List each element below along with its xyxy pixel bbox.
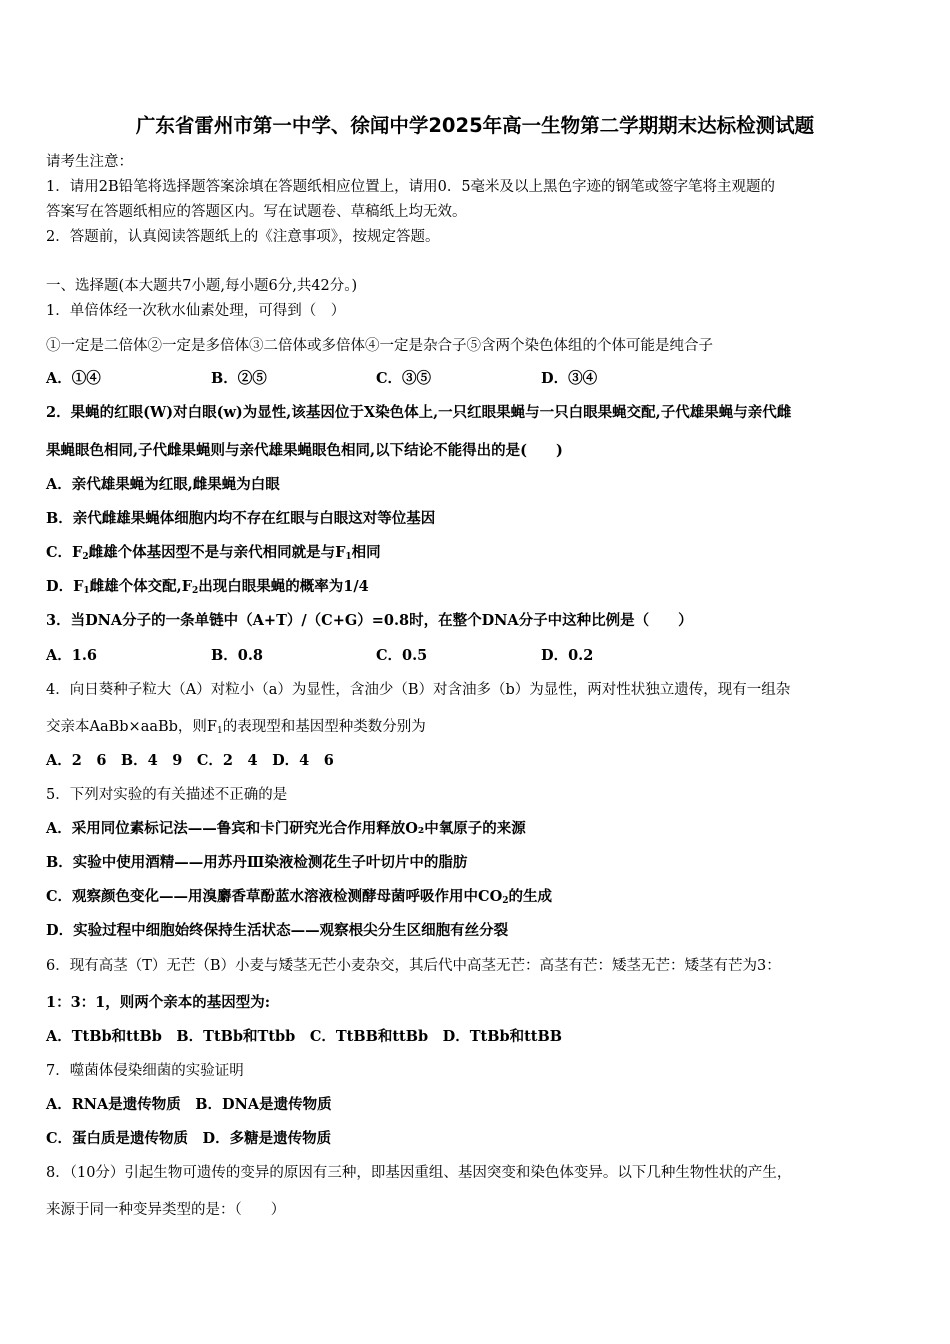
question-3-options (46, 646, 902, 666)
question-5-stem: 5．下列对实验的有关描述不正确的是 (46, 787, 288, 803)
question-3-stem: 3．当DNA分子的一条单链中（A+T）/（C+G）=0.8时，在整个DNA分子中这种比例是（ ） (46, 612, 693, 629)
question-8-stem-b: 来源于同一种变异类型的是：（ ） (46, 1202, 286, 1218)
q1-option-a[interactable]: A．①④ (46, 370, 101, 387)
question-1-options (46, 369, 902, 389)
notice-item-1a: 1．请用2B铅笔将选择题答案涂填在答题纸相应位置上，请用0．5毫米及以上黑色字迹的钢笔或签字笔将主观题的 (46, 179, 776, 195)
q3-option-c[interactable]: C．0.5 (376, 647, 428, 664)
q2-option-b[interactable]: B．亲代雌雄果蝇体细胞内均不存在红眼与白眼这对等位基因 (46, 510, 436, 527)
q5-c-pre: C．观察颜色变化——用溴麝香草酚蓝水溶液检测酵母菌呼吸作用中CO (46, 888, 503, 905)
q2-c-post: 雌雄个体基因型不是与亲代相同就是与F (88, 544, 346, 561)
q2-option-d[interactable] (46, 577, 902, 597)
question-6-stem-b: 1：3：1，则两个亲本的基因型为: (46, 994, 271, 1011)
question-4-stem-a: 4．向日葵种子粒大（A）对粒小（a）为显性，含油少（B）对含油多（b）为显性，两对性状独立遗传，现有一组杂 (46, 682, 791, 698)
q6-options[interactable]: A．TtBb和ttBb B．TtBb和Ttbb C．TtBB和ttBb D．TtBb和ttBB (46, 1028, 563, 1045)
q5-c-post: 的生成 (508, 888, 552, 905)
page-title: 广东省雷州市第一中学、徐闻中学2025年高一生物第二学期期末达标检测试题 (135, 114, 815, 137)
q5-option-c[interactable] (46, 887, 902, 907)
question-8-stem-a: 8．（10分）引起生物可遗传的变异的原因有三种，即基因重组、基因突变和染色体变异。以下几种生物性状的产生， (46, 1165, 792, 1181)
question-6-stem-a: 6．现有高茎（T）无芒（B）小麦与矮茎无芒小麦杂交，其后代中高茎无芒：高茎有芒：矮茎无芒：矮茎有芒为3： (46, 958, 781, 974)
q1-option-b[interactable]: B．②⑤ (211, 370, 267, 387)
q2-d-sub: 1 (83, 586, 90, 596)
q2-c-sub2: 1 (345, 552, 352, 562)
question-2-stem-a: 2．果蝇的红眼(W)对白眼(w)为显性,该基因位于X染色体上,一只红眼果蝇与一只白眼果蝇交配,子代雄果蝇与亲代雌 (46, 404, 792, 421)
q3-option-d[interactable]: D．0.2 (541, 647, 594, 664)
notice-item-2: 2．答题前，认真阅读答题纸上的《注意事项》，按规定答题。 (46, 229, 440, 245)
q3-option-b[interactable]: B．0.8 (211, 647, 263, 664)
question-4-stem-b (46, 717, 902, 737)
q7-options-row1[interactable]: A．RNA是遗传物质 B．DNA是遗传物质 (46, 1096, 332, 1113)
q4-stem-b-pre: 交亲本AaBb×aaBb，则F (46, 719, 217, 735)
q2-d-pre: D．F (46, 578, 84, 595)
q5-option-b[interactable]: B．实验中使用酒精——用苏丹Ⅲ染液检测花生子叶切片中的脂肪 (46, 854, 468, 871)
notice-heading: 请考生注意： (46, 154, 133, 170)
q1-option-d[interactable]: D．③④ (541, 370, 598, 387)
q2-c-end: 相同 (351, 544, 381, 561)
q2-d-sub2: 2 (191, 586, 199, 596)
q5-option-a[interactable]: A．采用同位素标记法——鲁宾和卡门研究光合作用释放O₂中氧原子的来源 (46, 820, 526, 837)
q4-options[interactable]: A．2 6 B．4 9 C．2 4 D．4 6 (46, 752, 334, 769)
q1-option-c[interactable]: C．③⑤ (376, 370, 432, 387)
question-2-stem-b: 果蝇眼色相同,子代雌果蝇则与亲代雄果蝇眼色相同,以下结论不能得出的是( ) (46, 442, 563, 459)
question-7-stem: 7．噬菌体侵染细菌的实验证明 (46, 1063, 244, 1079)
section-heading: 一、选择题(本大题共7小题,每小题6分,共42分。) (46, 278, 358, 294)
notice-item-1b: 答案写在答题纸相应的答题区内。写在试题卷、草稿纸上均无效。 (46, 204, 467, 220)
q2-d-mid: 雌雄个体交配,F (89, 578, 192, 595)
q4-stem-b-sub: 1 (217, 726, 223, 736)
q5-c-sub: 2 (502, 896, 509, 906)
q2-c-pre: C．F (46, 544, 83, 561)
q2-option-c[interactable] (46, 543, 902, 563)
q2-option-a[interactable]: A．亲代雄果蝇为红眼,雌果蝇为白眼 (46, 476, 280, 493)
question-1-sub: ①一定是二倍体②一定是多倍体③二倍体或多倍体④一定是杂合子⑤含两个染色体组的个体可能是纯合子 (46, 338, 713, 354)
q2-d-end: 出现白眼果蝇的概率为1/4 (198, 578, 369, 595)
question-1-stem: 1．单倍体经一次秋水仙素处理，可得到（ ） (46, 303, 346, 319)
q2-c-sub: 2 (82, 552, 89, 562)
q7-options-row2[interactable]: C．蛋白质是遗传物质 D．多糖是遗传物质 (46, 1130, 332, 1147)
q5-option-d[interactable]: D．实验过程中细胞始终保持生活状态——观察根尖分生区细胞有丝分裂 (46, 922, 509, 939)
q3-option-a[interactable]: A．1.6 (46, 647, 97, 664)
q4-stem-b-post: 的表现型和基因型种类数分别为 (222, 719, 426, 735)
